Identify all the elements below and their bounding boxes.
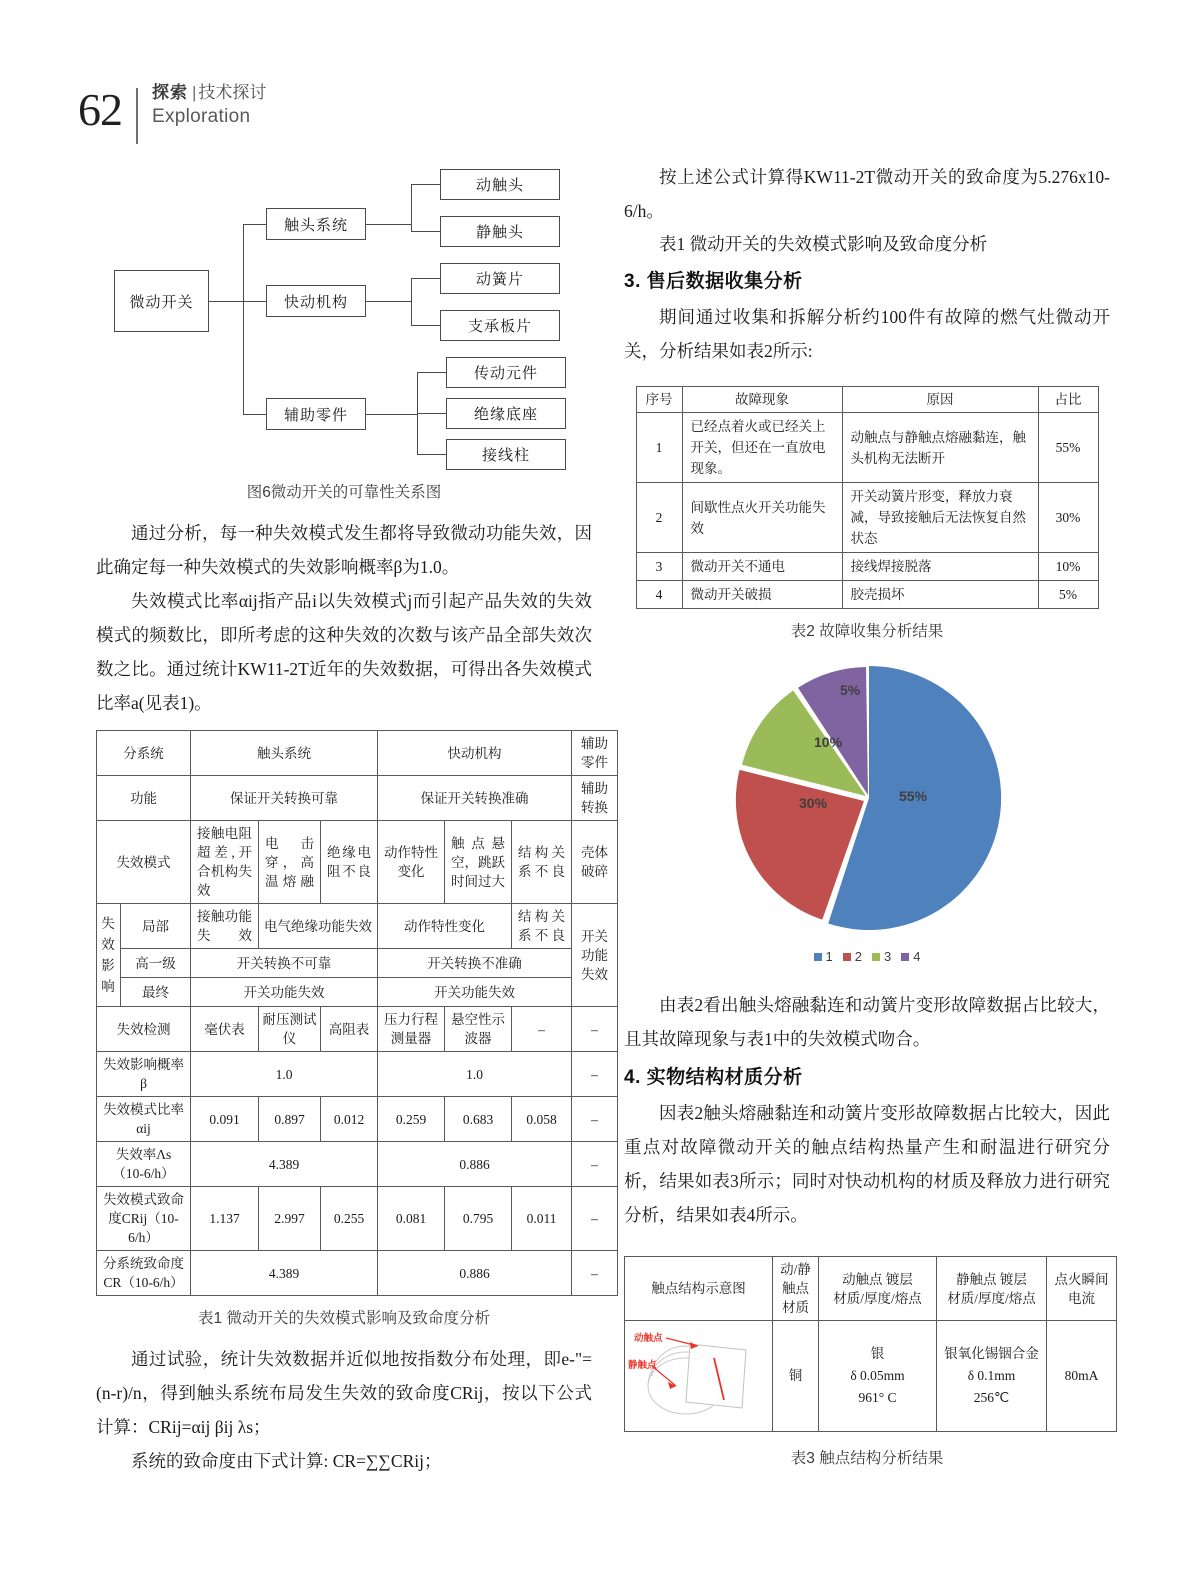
t3-header-static-coating: [937, 1257, 1047, 1321]
fig6-leaf-label-6: 接线柱: [481, 448, 530, 464]
legend-label: 3: [884, 949, 892, 964]
fig6-connector: [209, 301, 244, 302]
t1-cell: 触点悬空，跳跃时间过大: [445, 821, 512, 904]
t3-header-moving-l1: 动触点 镀层: [842, 1271, 913, 1287]
t3-cell-material: 铜: [773, 1321, 819, 1432]
pie-chart: [624, 655, 1110, 964]
t3-static-l2: δ 0.1mm: [967, 1368, 1016, 1383]
t3-static-l1: 银氧化锡铟合金: [944, 1346, 1039, 1361]
legend-label: 4: [913, 949, 921, 964]
t1-cell: 电击穿，高温熔融: [259, 821, 321, 904]
t3-header-material-l1: 动/静: [780, 1262, 811, 1277]
fig6-connector: [243, 224, 266, 225]
fig6-connector: [366, 414, 418, 415]
t1-cell: 0.255: [321, 1187, 378, 1251]
t1-cell: –: [572, 1142, 618, 1187]
t1-cell: 触头系统: [191, 731, 378, 776]
t1-cell: 0.897: [259, 1097, 321, 1142]
table-row: [97, 1251, 618, 1296]
t2-cell-no: 2: [636, 483, 682, 553]
fig6-level1-label-2: 辅助零件: [283, 407, 348, 424]
t1-cell: 开关功能失效: [572, 904, 618, 1007]
t1-cell: 动作特性变化: [378, 904, 512, 949]
t3-moving-l3: 961° C: [858, 1390, 897, 1405]
table-row: [97, 821, 618, 904]
t1-cell: 0.058: [512, 1097, 572, 1142]
t1-cell: 开关功能失效: [191, 978, 378, 1007]
t1-cell: 压力行程测量器: [378, 1007, 445, 1052]
t1-cell: –: [572, 1097, 618, 1142]
t3-header-moving-l2: 材质/厚度/熔点: [833, 1290, 922, 1306]
right-column: [624, 160, 1110, 1472]
fig6-connector: [411, 184, 412, 232]
t1-cell: 0.795: [445, 1187, 512, 1251]
fig6-connector: [366, 301, 412, 302]
t2-cell-phenomenon: 已经点着火或已经关上开关，但还在一直放电现象。: [682, 413, 842, 483]
fig6-leaf-transmission-element: [446, 357, 566, 388]
t1-cell: 辅助零件: [572, 731, 618, 776]
right-paragraph-1: 按上述公式计算得KW11-2T微动开关的致命度为5.276x10-6/h。: [624, 167, 1110, 221]
t2-cell-cause: 胶壳损坏: [842, 581, 1038, 609]
table-header-row: [625, 1257, 1117, 1321]
fig6-node-aux-parts: [266, 398, 366, 430]
legend-item-4: [901, 949, 920, 964]
contact-structure-sketch: [628, 1324, 780, 1428]
t1-label: 分系统: [97, 731, 191, 776]
table-row: [97, 731, 618, 776]
fig6-connector: [417, 372, 446, 373]
t2-cell-phenomenon: 微动开关不通电: [682, 553, 842, 581]
table-row: [97, 776, 618, 821]
figure6-caption: 图6微动开关的可靠性关系图: [246, 484, 442, 501]
fig6-connector: [366, 224, 412, 225]
pie-chart-svg: [717, 655, 1017, 945]
t2-header-ratio: 占比: [1038, 387, 1098, 413]
header-titles: [138, 82, 266, 130]
fig6-node-quick-mechanism: [266, 285, 366, 317]
fig6-connector: [411, 278, 412, 326]
right-paragraph-4: 因表2触头熔融黏连和动簧片变形故障数据占比较大，因此重点对故障微动开关的触点结构热量产生和耐温进行研究分析，结果如表3所示；同时对快动机构的材质及释放力进行研究分析，结果如表4所示。: [624, 1103, 1110, 1225]
t1-label: 最终: [121, 978, 191, 1007]
t1-cell: 毫伏表: [191, 1007, 259, 1052]
table-row: [636, 483, 1098, 553]
t1-cell: 开关转换不可靠: [191, 949, 378, 978]
t3-static-l3: 256℃: [973, 1390, 1010, 1405]
pie-chart-legend: [814, 949, 921, 964]
t1-label: 功能: [97, 776, 191, 821]
page-number: 62: [78, 84, 122, 135]
fig6-connector: [243, 414, 266, 415]
t2-cell-ratio: 30%: [1038, 483, 1098, 553]
pie-label-2: 30%: [799, 795, 828, 811]
t2-header-phenomenon: 故障现象: [682, 387, 842, 413]
figure6-block-diagram: [96, 160, 592, 480]
t3-cell-sketch: [625, 1321, 773, 1432]
t1-cell: –: [572, 1007, 618, 1052]
t1-cell: 结构关系不良: [512, 904, 572, 949]
t1-label: 失效率Λs（10-6/h）: [97, 1142, 191, 1187]
t2-cell-ratio: 55%: [1038, 413, 1098, 483]
fig6-level1-label-0: 触头系统: [283, 217, 348, 234]
t3-cell-moving-coating: [819, 1321, 937, 1432]
t2-cell-no: 3: [636, 553, 682, 581]
t3-header-moving-coating: [819, 1257, 937, 1321]
t1-cell: 悬空性示波器: [445, 1007, 512, 1052]
pie-slices: [736, 666, 1001, 930]
fig6-leaf-static-contact: [440, 216, 560, 247]
table1-caption: 表1 微动开关的失效模式影响及致命度分析: [198, 1310, 490, 1327]
t2-cell-no: 1: [636, 413, 682, 483]
fig6-connector: [417, 413, 446, 414]
legend-item-3: [872, 949, 891, 964]
sketch-label-static-contact: 静触点: [628, 1360, 657, 1371]
table-row: [625, 1321, 1117, 1432]
legend-item-1: [814, 949, 833, 964]
table-row: [97, 949, 618, 978]
t1-cell: 1.0: [378, 1052, 572, 1097]
t1-label: 失效模式: [97, 821, 191, 904]
t1-label: 高一级: [121, 949, 191, 978]
t1-cell: 0.091: [191, 1097, 259, 1142]
t1-cell: 绝缘电阻不良: [321, 821, 378, 904]
t2-cell-ratio: 10%: [1038, 553, 1098, 581]
t1-cell: 辅助转换: [572, 776, 618, 821]
table-row: [97, 1142, 618, 1187]
legend-label: 2: [854, 949, 862, 964]
t1-cell: 0.081: [378, 1187, 445, 1251]
sketch-label-moving-contact: 动触点: [634, 1333, 663, 1344]
section-heading-3: 3. 售后数据收集分析: [624, 271, 803, 292]
header-chinese-line: [152, 82, 266, 104]
table-contact-structure: [624, 1256, 1117, 1432]
t1-cell: –: [572, 1052, 618, 1097]
table-row: [636, 553, 1098, 581]
t2-header-no: 序号: [636, 387, 682, 413]
fig6-leaf-label-3: 支承板片: [467, 319, 532, 335]
table-row: [97, 904, 618, 949]
left-column: [96, 160, 609, 1478]
fig6-node-contact-system: [266, 208, 366, 240]
legend-swatch-icon: [872, 953, 880, 961]
t2-header-cause: 原因: [842, 387, 1038, 413]
left-paragraph-2: 失效模式比率αij指产品i以失效模式j而引起产品失效的失效模式的频数比，即所考虑的这种失效的次数与该产品全部失效次数之比。通过统计KW11-2T近年的失效数据，可得出各失效模式比率a(见表1)。: [96, 591, 592, 713]
fig6-leaf-label-0: 动触头: [475, 178, 524, 194]
t1-cell: 电气绝缘功能失效: [259, 904, 378, 949]
t1-label: 失效模式比率αij: [97, 1097, 191, 1142]
pie-label-3: 10%: [814, 734, 843, 750]
t2-cell-cause: 动触点与静触点熔融黏连，触头机构无法断开: [842, 413, 1038, 483]
section-heading-4: 4. 实物结构材质分析: [624, 1067, 803, 1088]
header-cn-title: 探索: [152, 83, 188, 102]
fig6-leaf-terminal-post: [446, 439, 566, 470]
table-row: [636, 581, 1098, 609]
t3-moving-l2: δ 0.05mm: [850, 1368, 905, 1383]
fig6-leaf-insulating-base: [446, 398, 566, 429]
table-row: [97, 978, 618, 1007]
table-header-row: [636, 387, 1098, 413]
t3-moving-l1: 银: [870, 1346, 885, 1361]
left-paragraph-4: 系统的致命度由下式计算: CR=∑∑CRij；: [131, 1451, 442, 1471]
legend-swatch-icon: [901, 953, 909, 961]
t1-cell: 4.389: [191, 1251, 378, 1296]
t1-cell: 1.137: [191, 1187, 259, 1251]
fig6-connector: [243, 224, 244, 414]
t1-cell: 高阻表: [321, 1007, 378, 1052]
fig6-connector: [417, 454, 446, 455]
fig6-root-label: 微动开关: [129, 294, 194, 311]
t1-label: 失效模式致命度CRij（10-6/h）: [97, 1187, 191, 1251]
fig6-node-root: [114, 270, 209, 332]
t2-cell-phenomenon: 间歇性点火开关功能失效: [682, 483, 842, 553]
t1-cell: 保证开关转换可靠: [191, 776, 378, 821]
left-paragraph-1: 通过分析，每一种失效模式发生都将导致微动功能失效，因此确定每一种失效模式的失效影响概率β为1.0。: [96, 523, 592, 577]
table1-reference-caption: 表1 微动开关的失效模式影响及致命度分析: [659, 234, 988, 254]
t3-header-current: [1047, 1257, 1117, 1321]
fig6-leaf-label-4: 传动元件: [473, 366, 538, 382]
t1-cell: 结构关系不良: [512, 821, 572, 904]
t1-cell: 动作特性变化: [378, 821, 445, 904]
fig6-connector: [411, 325, 440, 326]
t1-cell: 0.886: [378, 1251, 572, 1296]
t1-cell: 0.011: [512, 1187, 572, 1251]
t1-cell: –: [512, 1007, 572, 1052]
page-header: [78, 82, 266, 146]
t1-cell: –: [572, 1251, 618, 1296]
t1-label: 分系统致命度CR（10-6/h）: [97, 1251, 191, 1296]
t3-header-static-l2: 材质/厚度/熔点: [947, 1290, 1036, 1306]
t1-cell: 接触电阻超差,开合机构失效: [191, 821, 259, 904]
t2-cell-cause: 开关动簧片形变，释放力衰减，导致接触后无法恢复自然状态: [842, 483, 1038, 553]
fig6-connector: [411, 278, 440, 279]
t3-header-material: [773, 1257, 819, 1321]
fig6-leaf-label-5: 绝缘底座: [473, 407, 538, 423]
t1-cell: 保证开关转换准确: [378, 776, 572, 821]
t1-cell: 1.0: [191, 1052, 378, 1097]
fig6-leaf-support-plate: [440, 310, 560, 341]
fig6-leaf-moving-spring: [440, 263, 560, 294]
fig6-leaf-moving-contact: [440, 169, 560, 200]
table-row: [97, 1097, 618, 1142]
t3-header-sketch: 触点结构示意图: [625, 1257, 773, 1321]
t2-cell-cause: 接线焊接脱落: [842, 553, 1038, 581]
t3-header-material-l2: 触点: [782, 1281, 809, 1296]
fig6-connector: [411, 231, 440, 232]
t2-cell-ratio: 5%: [1038, 581, 1098, 609]
left-paragraph-3: 通过试验，统计失效数据并近似地按指数分布处理，即e-"=(n-r)/n，得到触头系统布局发生失效的致命度CRij，按以下公式计算：CRij=αij βij λs；: [96, 1349, 592, 1437]
right-paragraph-2: 期间通过收集和拆解分析约100件有故障的燃气灶微动开关，分析结果如表2所示:: [624, 307, 1110, 361]
t3-header-static-l1: 静触点 镀层: [956, 1271, 1027, 1287]
t1-cell: 开关转换不准确: [378, 949, 572, 978]
t3-cell-static-coating: [937, 1321, 1047, 1432]
t3-header-material-l3: 材质: [782, 1300, 809, 1315]
table3-caption: 表3 触点结构分析结果: [790, 1450, 944, 1467]
fig6-connector: [243, 301, 266, 302]
t1-cell: 0.259: [378, 1097, 445, 1142]
t1-cell: 0.886: [378, 1142, 572, 1187]
legend-item-2: [843, 949, 862, 964]
t2-cell-phenomenon: 微动开关破损: [682, 581, 842, 609]
t3-header-current-l1: 点火瞬间: [1054, 1271, 1109, 1287]
t1-cell: 2.997: [259, 1187, 321, 1251]
t1-cell: 4.389: [191, 1142, 378, 1187]
table-row: [97, 1052, 618, 1097]
table-fault-collection: [636, 386, 1099, 609]
fig6-level1-label-1: 快动机构: [283, 294, 348, 311]
t1-label: 失效检测: [97, 1007, 191, 1052]
table-row: [636, 413, 1098, 483]
fig6-connector: [411, 184, 440, 185]
legend-swatch-icon: [814, 953, 822, 961]
t1-cell: 接触功能失效: [191, 904, 259, 949]
t1-label: 局部: [121, 904, 191, 949]
legend-label: 1: [825, 949, 833, 964]
legend-swatch-icon: [843, 953, 851, 961]
header-separator: |: [192, 83, 197, 102]
table-row: [97, 1187, 618, 1251]
pie-label-4: 5%: [840, 682, 861, 698]
t1-cell: 耐压测试仪: [259, 1007, 321, 1052]
t1-cell: 壳体破碎: [572, 821, 618, 904]
t1-cell: 开关功能失效: [378, 978, 572, 1007]
header-cn-subtitle: 技术探讨: [198, 83, 267, 102]
t1-cell: –: [572, 1187, 618, 1251]
table2-caption: 表2 故障收集分析结果: [790, 623, 944, 640]
t2-cell-no: 4: [636, 581, 682, 609]
pie-label-1: 55%: [899, 788, 928, 804]
table-failure-mode-analysis: [96, 730, 618, 1296]
pie-chart-plot: [717, 655, 1017, 945]
t1-cell: 快动机构: [378, 731, 572, 776]
fig6-leaf-label-2: 动簧片: [475, 272, 524, 288]
t3-header-current-l2: 电流: [1068, 1290, 1095, 1306]
t3-cell-current: 80mA: [1047, 1321, 1117, 1432]
right-paragraph-3: 由表2看出触头熔融黏连和动簧片变形故障数据占比较大，且其故障现象与表1中的失效模式吻合。: [624, 995, 1110, 1049]
t1-cell: 0.683: [445, 1097, 512, 1142]
t1-cell: 0.012: [321, 1097, 378, 1142]
header-en-title: Exploration: [152, 106, 251, 127]
t1-effect-label: 失效影响: [97, 904, 121, 1007]
t1-label: 失效影响概率β: [97, 1052, 191, 1097]
table-row: [97, 1007, 618, 1052]
fig6-leaf-label-1: 静触头: [475, 225, 524, 241]
